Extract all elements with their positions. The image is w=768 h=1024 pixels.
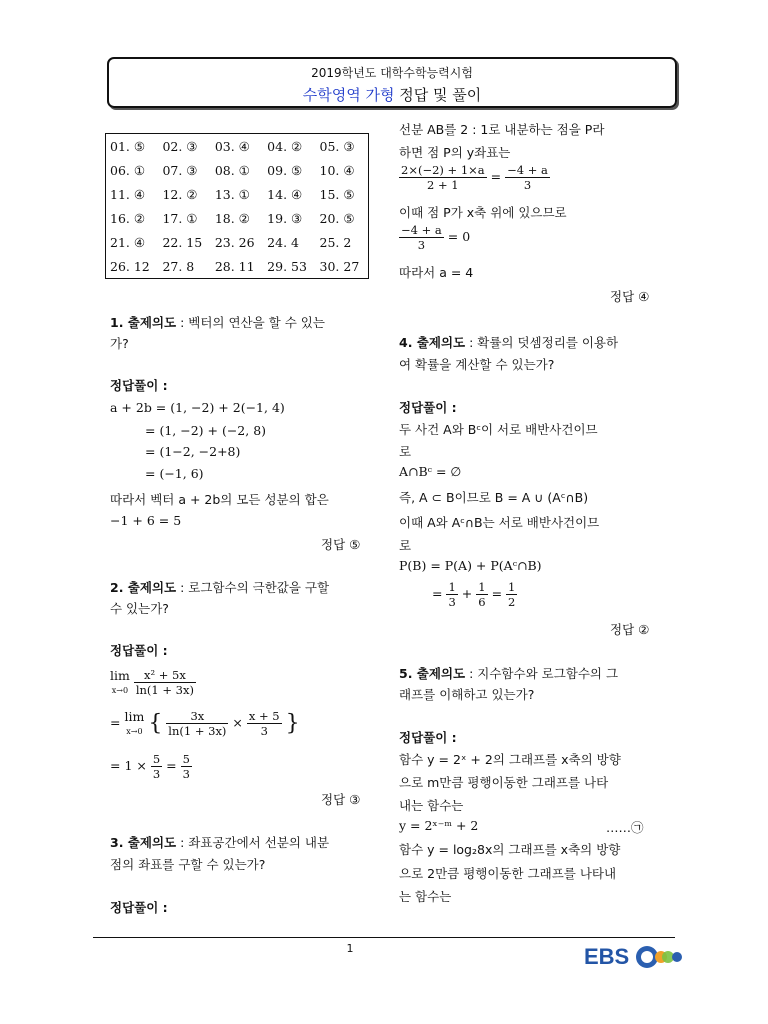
answer-cell: 12. ② (162, 186, 198, 202)
answer-cell: 29. 53 (267, 258, 307, 274)
answer-cell: 27. 8 (162, 258, 195, 274)
q4-l2: 로 (399, 444, 412, 459)
q4-text: 여 확률을 계산할 수 있는가? (399, 357, 555, 372)
answer-cell: 24. 4 (267, 234, 299, 250)
q3-cont2: 하면 점 P의 y좌표는 (399, 145, 511, 160)
answer-cell: 02. ③ (162, 138, 198, 154)
answer-cell: 01. ⑤ (110, 138, 146, 154)
q1-answer: 정답 ⑤ (321, 537, 361, 552)
answer-cell: 06. ① (110, 162, 146, 178)
answer-row (106, 254, 369, 279)
answer-cell: 04. ② (267, 138, 303, 154)
q3-cont1: 선분 AB를 2 : 1로 내분하는 점을 P라 (399, 122, 605, 137)
q3-solution-label: 정답풀이 : (110, 900, 168, 915)
answer-cell: 26. 12 (110, 258, 150, 274)
q3-heading: 3. 출제의도 : 좌표공간에서 선분의 내분 (110, 835, 330, 850)
q5-mark: ……㉠ (606, 820, 644, 835)
q3-text: 점의 좌표를 구할 수 있는가? (110, 857, 266, 872)
ebs-logo: EBS (584, 944, 630, 969)
q1-eq1: a + 2b = (1, −2) + 2(−1, 4) (110, 400, 285, 415)
q4-l1: 두 사건 A와 Bᶜ이 서로 배반사건이므 (399, 422, 598, 437)
q3-result: 따라서 a = 4 (399, 265, 474, 280)
answer-cell: 05. ③ (319, 138, 355, 154)
logo-ring-icon (641, 951, 653, 963)
q1-eq4: = (−1, 6) (145, 466, 204, 481)
answer-cell: 23. 26 (214, 234, 255, 250)
title-subject: 수학영역 가형 (302, 86, 395, 104)
q5-l5: 함수 y = log₂8x의 그래프를 x축의 방향 (399, 842, 621, 857)
q5-heading: 5. 출제의도 : 지수함수와 로그함수의 그 (399, 666, 619, 681)
q2-answer: 정답 ③ (321, 792, 361, 807)
answer-row (106, 158, 369, 182)
q1-conclusion: 따라서 벡터 a + 2b의 모든 성분의 합은 (110, 492, 329, 507)
q5-l4: y = 2ˣ⁻ᵐ + 2 (399, 818, 479, 833)
q1-eq3: = (1−2, −2+8) (145, 444, 241, 459)
q4-l6: 로 (399, 538, 412, 553)
q5-l7: 는 함수는 (399, 889, 452, 904)
answer-cell: 18. ② (214, 210, 250, 226)
answer-cell: 28. 11 (214, 258, 255, 274)
answer-cell: 20. ⑤ (319, 210, 355, 226)
answer-cell: 15. ⑤ (319, 186, 355, 202)
q4-solution-label: 정답풀이 : (399, 400, 457, 415)
answer-row (106, 134, 369, 159)
q4-heading: 4. 출제의도 : 확률의 덧셈정리를 이용하 (399, 335, 619, 350)
answer-cell: 16. ② (110, 210, 146, 226)
q2-result: = 1 × $\frac{5}{3}$ = $\frac{5}{3}$ (110, 752, 190, 781)
q4-l3: A∩Bᶜ = ∅ (399, 464, 462, 479)
footer-divider (93, 937, 675, 938)
q1-text: 가? (110, 336, 129, 351)
answer-row (106, 182, 369, 206)
answer-row (106, 230, 369, 254)
title-box (107, 57, 677, 108)
q4-answer: 정답 ② (610, 622, 650, 637)
q5-l6: 으로 2만큼 평행이동한 그래프를 나타내 (399, 866, 617, 881)
q2-text: 수 있는가? (110, 601, 169, 616)
answer-cell: 30. 27 (319, 258, 360, 274)
q1-solution-label: 정답풀이 : (110, 378, 168, 393)
exam-subtitle: 2019학년도 대학수학능력시험 (311, 66, 473, 80)
page-number: 1 (346, 942, 354, 955)
q5-l1: 함수 y = 2ˣ + 2의 그래프를 x축의 방향 (399, 752, 621, 767)
answer-row (106, 206, 369, 230)
q5-l3: 내는 함수는 (399, 798, 464, 813)
answer-cell: 25. 2 (319, 234, 352, 250)
q2-limit2: = lim x→0 { $\frac{3x}{\ln(1 + 3x)}$ × $\frac{x + 5}{3}$ } (110, 708, 300, 738)
q1-sum: −1 + 6 = 5 (110, 513, 182, 528)
q4-l4: 즉, A ⊂ B이므로 B = A ∪ (Aᶜ∩B) (399, 490, 589, 505)
answer-cell: 10. ④ (319, 162, 355, 178)
q5-solution-label: 정답풀이 : (399, 730, 457, 745)
q3-answer: 정답 ④ (610, 289, 650, 304)
answer-cell: 21. ④ (110, 234, 146, 250)
q4-l7: P(B) = P(A) + P(Aᶜ∩B) (399, 558, 542, 573)
q2-solution-label: 정답풀이 : (110, 643, 168, 658)
q3-fraction-eq: $\frac{2\times(-2) + 1\times a}{2 + 1}$ = $\frac{-4 + a}{3}$ (401, 163, 548, 192)
answer-table (105, 133, 369, 279)
answer-cell: 09. ⑤ (267, 162, 303, 178)
answer-cell: 19. ③ (267, 210, 303, 226)
logo-dot3-icon (672, 952, 682, 962)
answer-cell: 22. 15 (162, 234, 203, 250)
title-rest: 정답 및 풀이 (399, 86, 482, 104)
q5-text: 래프를 이해하고 있는가? (399, 687, 535, 702)
q5-l2: 으로 m만큼 평행이동한 그래프를 나타 (399, 775, 609, 790)
q3-cont3: 이때 점 P가 x축 위에 있으므로 (399, 205, 567, 220)
q4-l5: 이때 A와 Aᶜ∩B는 서로 배반사건이므 (399, 515, 600, 530)
answer-cell: 08. ① (214, 162, 250, 178)
answer-cell: 13. ① (214, 186, 250, 202)
answer-cell: 14. ④ (267, 186, 303, 202)
q2-limit1: lim x→0 $\frac{\text{x² + 5x}}{\ln(1 + 3x)}$ (110, 667, 194, 697)
q4-l8: = $\frac{1}{3}$ + $\frac{1}{6}$ = $\frac{1}{2}$ (432, 580, 516, 609)
q1-heading: 1. 출제의도 : 벡터의 연산을 할 수 있는 (110, 315, 325, 330)
q1-eq2: = (1, −2) + (−2, 8) (145, 423, 267, 438)
answer-cell: 03. ④ (214, 138, 250, 154)
answer-cell: 17. ① (162, 210, 198, 226)
document-title (109, 84, 675, 105)
q3-zero-eq: $\frac{-4 + a}{3}$ = 0 (401, 223, 471, 252)
answer-cell: 07. ③ (162, 162, 198, 178)
answer-cell: 11. ④ (110, 186, 146, 202)
q2-heading: 2. 출제의도 : 로그함수의 극한값을 구할 (110, 580, 330, 595)
